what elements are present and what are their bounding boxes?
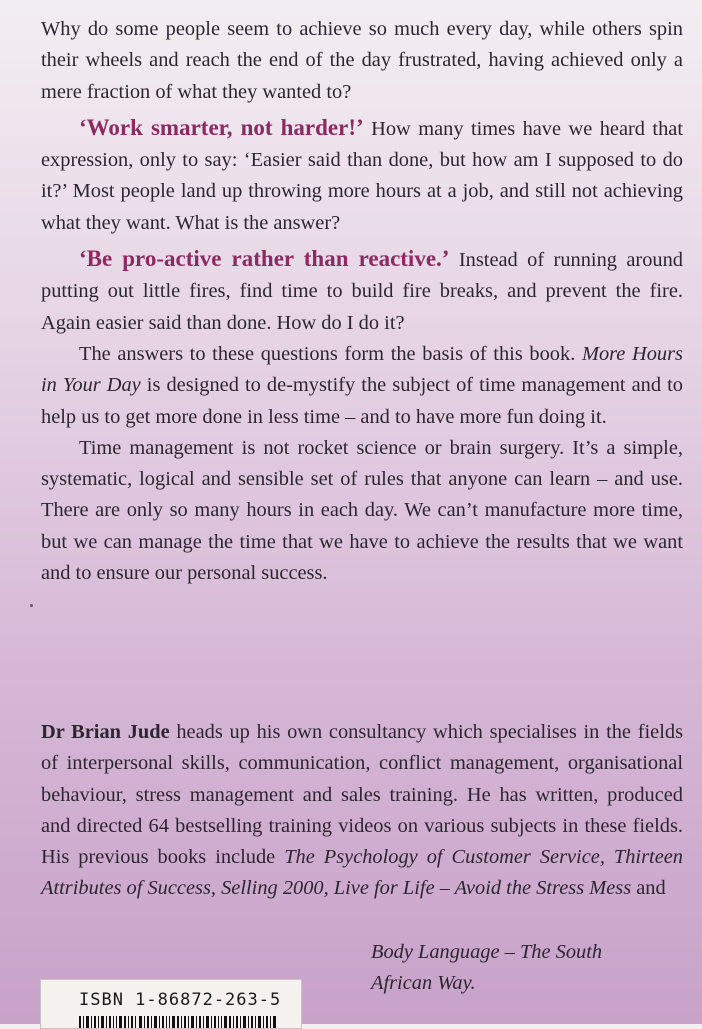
intro-paragraph	[41, 14, 683, 108]
previous-books-list: The Psychology of Customer Service, Thirteen Attributes of Success, Selling 2000, Live for Life – Avoid the Stress Mess	[41, 846, 683, 900]
author-bio	[41, 717, 683, 905]
pull-quote-proactive: ‘Be pro-active rather than reactive.’	[79, 246, 450, 272]
last-book-line-1: Body Language – The South	[371, 941, 603, 963]
book-purpose-rest: is designed to de-mystify the subject of time management and to help us to get more done in less time – and to have more fun doing it.	[41, 374, 683, 428]
quote-paragraph-proactive	[41, 243, 683, 339]
author-name: Dr Brian Jude	[41, 721, 170, 743]
time-management-text: Time management is not rocket science or brain surgery. It’s a simple, systematic, logical and sensible set of rules that anyone can learn – and use. There are only so many hours in each day. We can’t manufacture more time, but we can manage the time that we have to achieve the results that we want and to ensure our personal success.	[41, 436, 683, 585]
intro-text: Why do some people seem to achieve so much every day, while others spin their wheels and reach the end of the day frustrated, having achieved only a mere fraction of what they wanted to?	[41, 18, 683, 103]
pull-quote-work-smarter: ‘Work smarter, not harder!’	[79, 114, 364, 140]
proactive-followup-text: Instead of running around putting out little fires, find time to build fire breaks, and prevent the fire. Again easier said than done. How do I do it?	[41, 249, 684, 334]
blurb-text	[41, 14, 683, 589]
quote-followup-text: How many times have we heard that expression, only to say: ‘Easier said than done, but how am I supposed to do it?’ Most people land up throwing more hours at a job, and still not achieving what they want. What is the answer?	[41, 117, 684, 234]
isbn-number: ISBN 1-86872-263-5	[79, 990, 282, 1010]
time-management-paragraph	[41, 433, 683, 589]
book-purpose-paragraph	[41, 339, 683, 433]
last-book-title	[371, 937, 683, 1000]
books-conjunction: and	[631, 877, 666, 900]
isbn-barcode-label	[40, 979, 302, 1029]
last-book-line-2: African Way.	[371, 972, 476, 995]
quote-paragraph-work-smarter	[41, 112, 683, 239]
barcode-icon	[79, 1016, 279, 1028]
book-purpose-lead: The answers to these questions form the basis of this book.	[79, 342, 582, 365]
book-title: More Hours in Your Day	[41, 342, 683, 397]
print-speck	[30, 604, 33, 607]
author-bio-text: heads up his own consultancy which specialises in the fields of interpersonal skills, communication, conflict management, organisational behaviour, stress management and sales training. He has written, produced and directed 64 bestselling training videos on various subjects in these fields. His previous books include	[41, 721, 683, 869]
author-bio-paragraph	[41, 717, 683, 905]
